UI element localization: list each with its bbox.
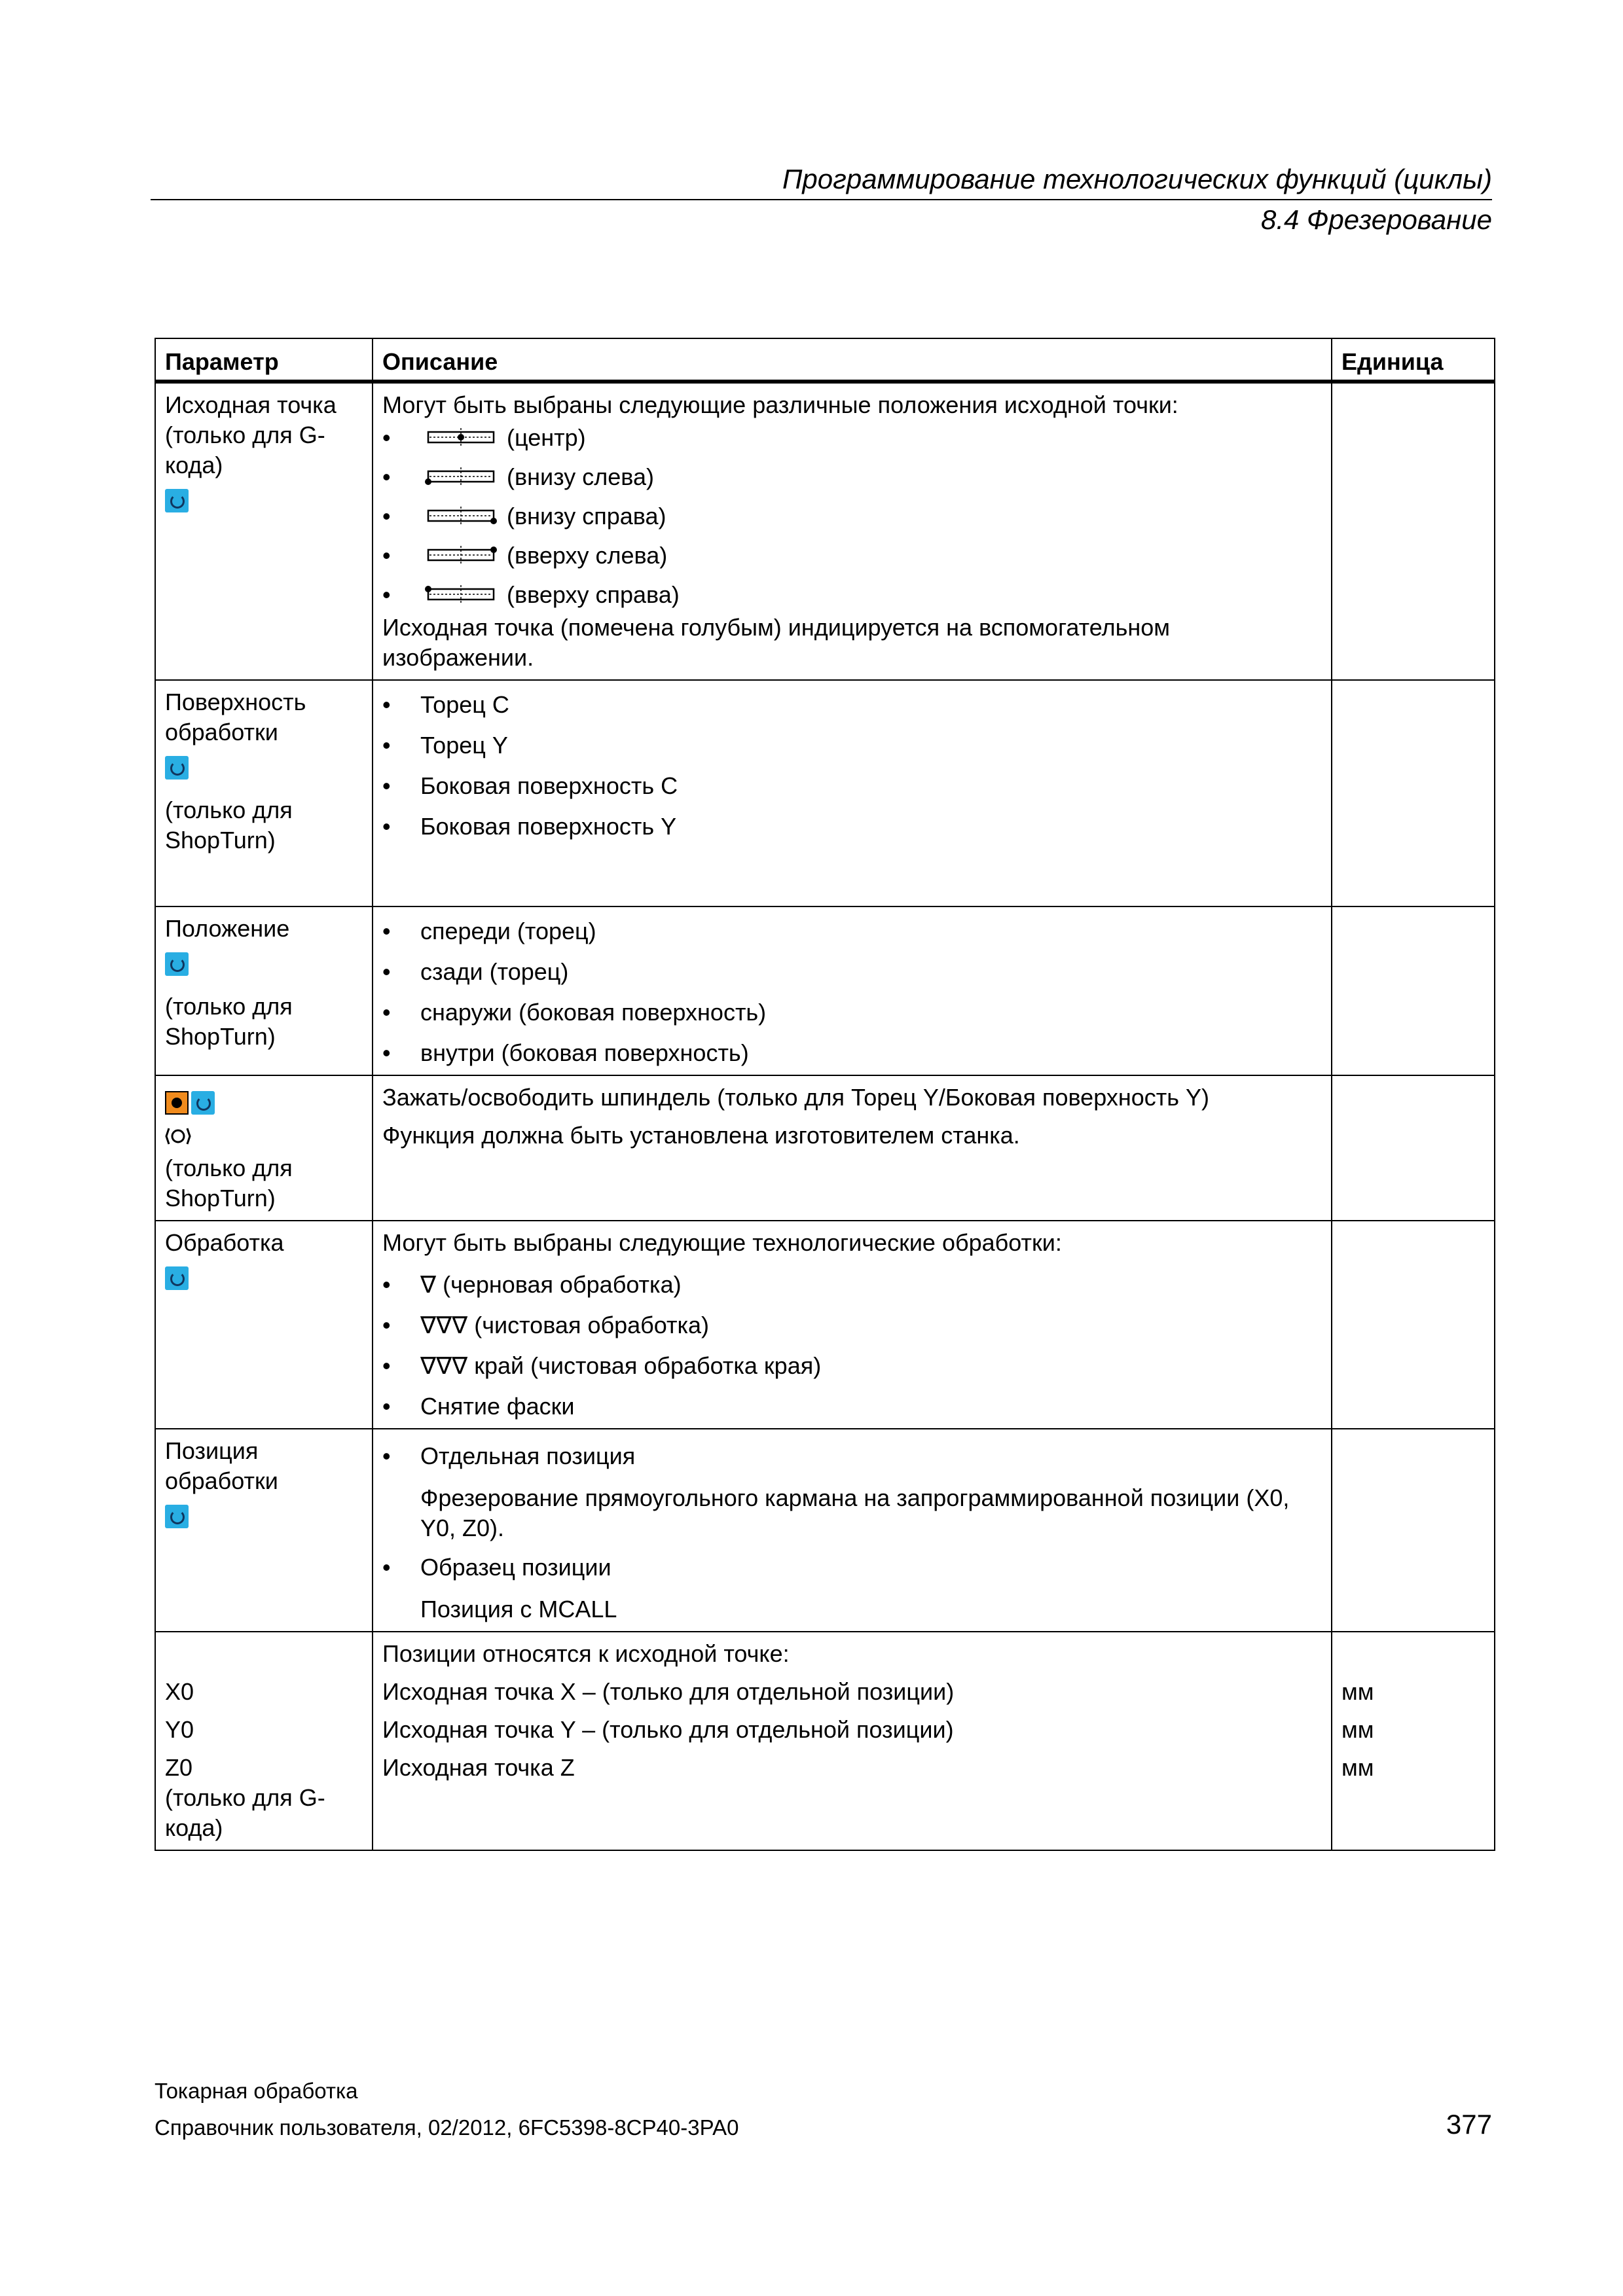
list-item: • ∇∇∇ край (чистовая обработка края): [382, 1351, 1322, 1381]
option-label: (центр): [507, 424, 586, 451]
table-row: [155, 1429, 1495, 1632]
list-item: • сзади (торец): [382, 957, 1322, 987]
parameter-table: [155, 338, 1495, 1851]
table-row: [155, 1075, 1495, 1221]
reference-point-bottom-left-icon: [424, 466, 498, 487]
list-item: • Боковая поверхность C: [382, 771, 1322, 801]
param-cell: [155, 382, 373, 680]
param-label: Y0: [165, 1715, 194, 1743]
description-line: Функция должна быть установлена изготовителем станка.: [382, 1122, 1020, 1149]
list-item: [382, 1441, 1322, 1543]
list-item: [382, 1552, 1322, 1624]
param-cell: [155, 906, 373, 1075]
param-label: Положение: [165, 915, 290, 942]
unit-value: мм: [1341, 1753, 1374, 1781]
header-title: Программирование технологических функций (циклы): [782, 164, 1492, 194]
unit-value: мм: [1341, 1677, 1374, 1705]
description-cell: [373, 1429, 1332, 1632]
list-item: • спереди (торец): [382, 916, 1322, 946]
table-row: [155, 906, 1495, 1075]
description-cell: [373, 906, 1332, 1075]
reference-point-bottom-right-icon: [424, 505, 498, 526]
list-item: • ∇ (черновая обработка): [382, 1270, 1322, 1300]
param-label: X0: [165, 1677, 194, 1705]
param-note: (только для ShopTurn): [165, 797, 293, 854]
header-rule: [151, 199, 1492, 200]
unit-cell: [1332, 1221, 1495, 1429]
reference-point-top-right-icon: [424, 584, 498, 605]
table-row: [155, 382, 1495, 680]
unit-cell: [1332, 906, 1495, 1075]
list-item: [382, 423, 1322, 453]
list-item: • снаружи (боковая поверхность): [382, 997, 1322, 1028]
spindle-clamp-icon: [165, 1124, 191, 1148]
list-item: [382, 501, 1322, 531]
option-label: (вверху слева): [507, 542, 668, 569]
description-cell: [373, 1221, 1332, 1429]
description-line: Исходная точка X – (только для отдельной позиции): [382, 1677, 955, 1705]
list-item: • Торец Y: [382, 730, 1322, 761]
description-intro: Могут быть выбраны следующие технологические обработки:: [382, 1229, 1062, 1256]
description-intro: Могут быть выбраны следующие различные положения исходной точки:: [382, 391, 1178, 418]
param-note: (только для ShopTurn): [165, 1154, 293, 1211]
param-label: Позиция обработки: [165, 1437, 278, 1494]
param-label: Z0: [165, 1753, 193, 1781]
toggle-icon[interactable]: [191, 1091, 215, 1115]
unit-cell: [1332, 1632, 1495, 1850]
unit-cell: [1332, 382, 1495, 680]
footer-title: Токарная обработка: [155, 2079, 358, 2103]
option-description: Позиция с MCALL: [420, 1595, 617, 1623]
param-cell: [155, 1632, 373, 1850]
toggle-icon[interactable]: [165, 1505, 189, 1528]
toggle-icon[interactable]: [165, 1266, 189, 1290]
param-cell: [155, 1075, 373, 1221]
option-label: (вверху справа): [507, 581, 680, 608]
list-item: • Боковая поверхность Y: [382, 812, 1322, 842]
description-intro: Позиции относятся к исходной точке:: [382, 1640, 790, 1667]
table-row: [155, 680, 1495, 906]
toggle-icon[interactable]: [165, 952, 189, 976]
reference-point-top-left-icon: [424, 545, 498, 565]
param-label: Поверхность обработки: [165, 689, 306, 745]
spindle-function-icon: [165, 1091, 189, 1115]
description-cell: [373, 1632, 1332, 1850]
toggle-icon[interactable]: [165, 756, 189, 780]
param-note: (только для G-кода): [165, 1784, 325, 1841]
description-cell: [373, 1075, 1332, 1221]
description-cell: [373, 680, 1332, 906]
unit-cell: [1332, 680, 1495, 906]
param-cell: [155, 1221, 373, 1429]
table-row: [155, 1632, 1495, 1850]
toggle-icon[interactable]: [165, 489, 189, 512]
table-header-row: [155, 338, 1495, 382]
column-header-description: Описание: [373, 338, 1332, 382]
list-item: [382, 541, 1322, 571]
description-note: Исходная точка (помечена голубым) индицируется на вспомогательном изображении.: [382, 614, 1170, 671]
option-description: Фрезерование прямоугольного кармана на запрограммированной позиции (X0, Y0, Z0).: [420, 1484, 1290, 1541]
page-number: 377: [1446, 2109, 1492, 2140]
param-label: Обработка: [165, 1229, 284, 1256]
column-header-parameter: Параметр: [155, 338, 373, 382]
option-label: • Отдельная позиция: [420, 1442, 636, 1469]
list-item: [382, 580, 1322, 610]
option-label: • Образец позиции: [420, 1553, 611, 1581]
list-item: • Снятие фаски: [382, 1391, 1322, 1422]
list-item: [382, 462, 1322, 492]
unit-value: мм: [1341, 1715, 1374, 1743]
table-row: [155, 1221, 1495, 1429]
unit-cell: [1332, 1429, 1495, 1632]
description-line: Исходная точка Z: [382, 1753, 575, 1781]
description-line: Зажать/освободить шпиндель (только для Торец Y/Боковая поверхность Y): [382, 1084, 1209, 1111]
list-item: • ∇∇∇ (чистовая обработка): [382, 1310, 1322, 1340]
reference-point-center-icon: [424, 427, 498, 448]
header-section: 8.4 Фрезерование: [1260, 204, 1492, 235]
description-line: Исходная точка Y – (только для отдельной позиции): [382, 1715, 954, 1743]
option-label: (внизу слева): [507, 463, 654, 490]
param-cell: [155, 680, 373, 906]
footer-reference: Справочник пользователя, 02/2012, 6FC5398-8CP40-3PA0: [155, 2115, 739, 2140]
param-note: (только для ShopTurn): [165, 993, 293, 1050]
column-header-unit: Единица: [1332, 338, 1495, 382]
list-item: • Торец C: [382, 690, 1322, 720]
unit-cell: [1332, 1075, 1495, 1221]
description-cell: [373, 382, 1332, 680]
param-label: Исходная точка (только для G-кода): [165, 391, 337, 478]
param-cell: [155, 1429, 373, 1632]
option-label: (внизу справа): [507, 503, 666, 529]
list-item: • внутри (боковая поверхность): [382, 1038, 1322, 1068]
